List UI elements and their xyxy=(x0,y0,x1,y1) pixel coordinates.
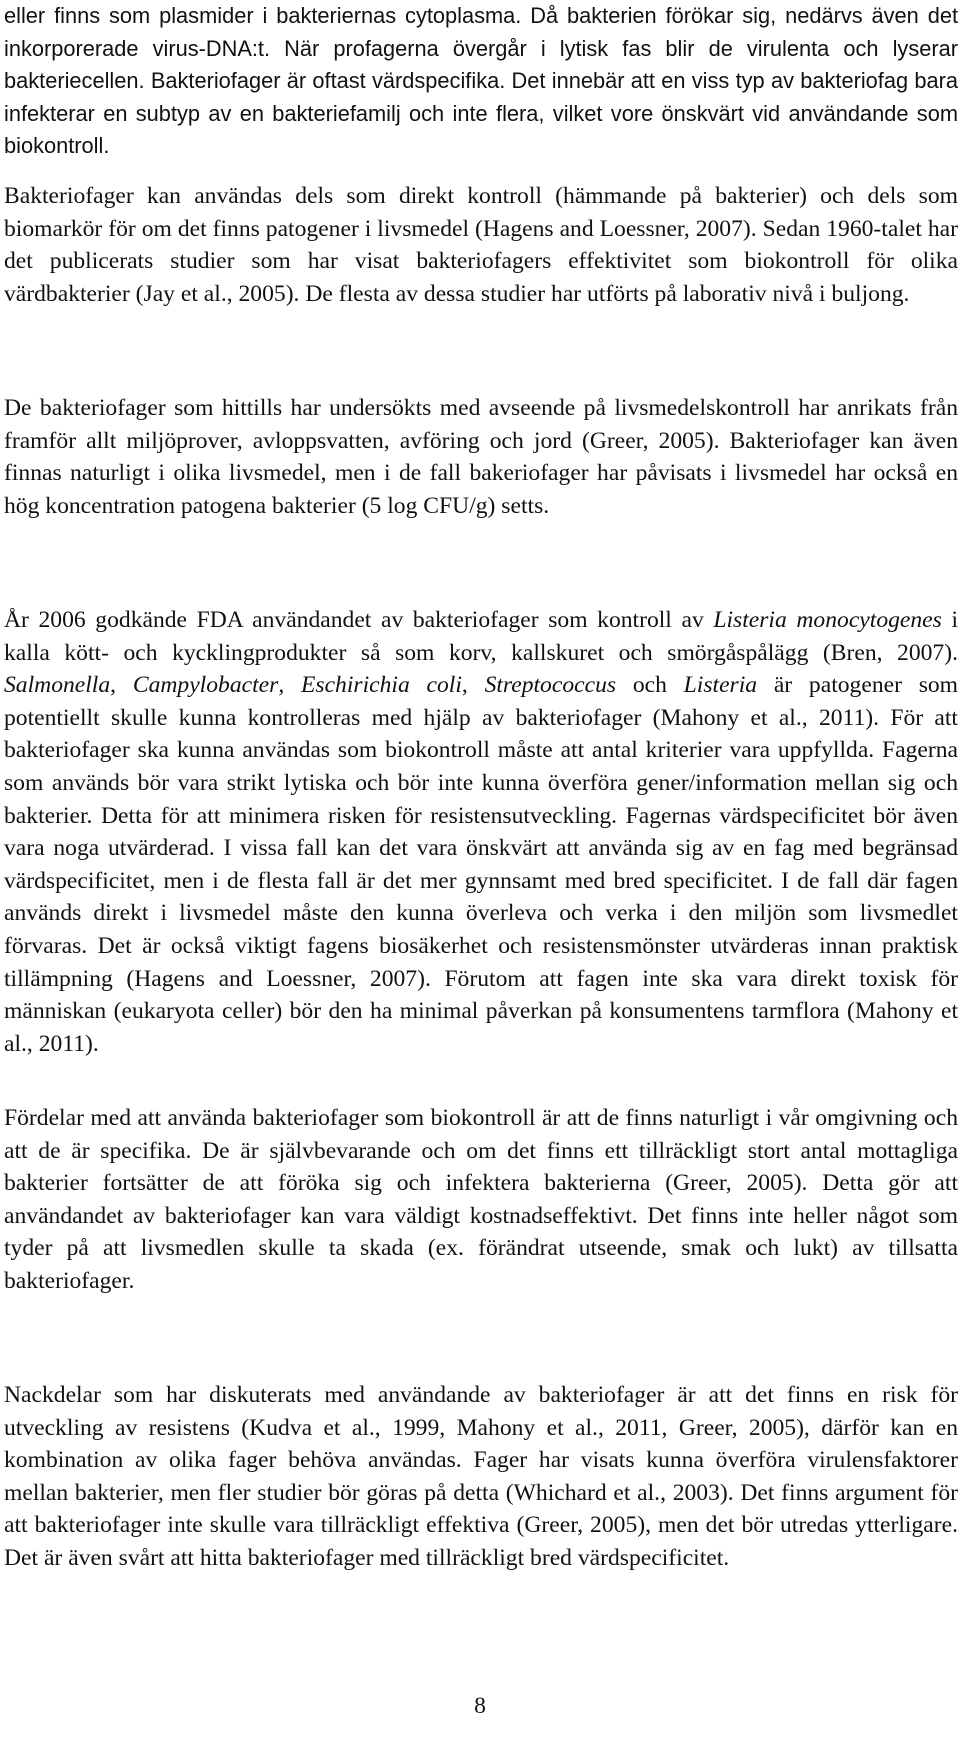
text-segment: År 2006 godkände FDA användandet av bakteriofager som kontroll av xyxy=(4,607,714,633)
species-name: Salmonella xyxy=(4,672,111,699)
paragraph-phage-sources: De bakteriofager som hittills har undersökts med avseende på livsmedelskontroll har anrikats från framför allt miljöprover, avloppsvatten, avföring och jord (Greer, 2005). Bakteriofager kan även finnas naturligt i olika livsmedel, men i de fall bakeriofager har påvisats i livsmedel har också en hög koncentration patogena bakterier (5 log CFU/g) setts. xyxy=(4,395,958,519)
species-name: Streptococcus xyxy=(484,672,617,699)
paragraph-disadvantages: Nackdelar som har diskuterats med användande av bakteriofager är att det finns en risk för utveckling av resistens (Kudva et al., 1999, Mahony et al., 2011, Greer, 2005), därför kan en kombination av olika fager behöva användas. Fager har visats kunna överföra virulensfaktorer mellan bakterier, men fler studier bör göras på detta (Whichard et al., 2003). Det finns argument för att bakteriofager inte skulle vara tillräckligt effektiva (Greer, 2005), men det bör utredas ytterligare. Det är även svårt att hitta bakteriofager med tillräckligt bred värdspecificitet. xyxy=(4,1382,958,1571)
text-segment: är patogener som potentiellt skulle kunna kontrolleras med hjälp av bakteriofager (Mahony et al., 2011). För att bakteriofager ska kunna användas som biokontroll måste att antal kriterier vara uppfyllda. Fagerna som används bör vara strikt lytiska och bör inte kunna överföra gener/information mellan sig och bakterier. Detta för att minimera risken för resistensutveckling. Fagernas värdspecificitet bör även vara noga utvärderad. I vissa fall kan det vara önskvärt att använda sig av en fag med begränsad värdspecificitet, men i de flesta fall är det mer gynnsamt med bred specificitet. I de fall där fagen används direkt i livsmedel måste den kunna överleva och verka i den miljön som livsmedlet förvaras. Det är också viktigt fagens biosäkerhet och resistensmönster utvärderas innan praktisk tillämpning (Hagens and Loessner, 2007). Förutom att fagen inte ska vara direkt toxisk för människan (eukaryota celler) bör den ha minimal påverkan på konsumentens tarmflora (Mahony et al., 2011). xyxy=(4,672,959,1057)
species-name: Eschirichia coli xyxy=(300,672,462,699)
species-name: Listeria xyxy=(683,672,758,699)
species-name: Campylobacter xyxy=(132,672,279,699)
paragraph-advantages: Fördelar med att använda bakteriofager som biokontroll är att de finns naturligt i vår omgivning och att de är specifika. De är självbevarande och om det finns ett tillräckligt stort antal mottagliga bakterier fortsätter de att föröka sig och infektera bakterierna (Greer, 2005). Detta gör att användandet av bakteriofager kan vara väldigt kostnadseffektivt. Det finns inte heller något som tyder på att livsmedlen skulle ta skada (ex. förändrat utseende, smak och lukt) av tillsatta bakteriofager. xyxy=(4,1105,958,1294)
page-number: 8 xyxy=(474,1693,486,1719)
species-name: Listeria monocytogenes xyxy=(713,607,942,633)
text-segment: och xyxy=(616,672,684,699)
text-segment: , xyxy=(110,672,133,699)
text-segment: , xyxy=(278,672,301,699)
text-segment: , xyxy=(461,672,485,699)
text-segment: i kalla kött- och kycklingprodukter så som korv, kallskuret och smörgåspålägg (Bren, 2007). xyxy=(4,607,959,666)
paragraph-fda-approval xyxy=(4,604,958,1060)
paragraph-phage-lifecycle: eller finns som plasmider i bakteriernas cytoplasma. Då bakterien förökar sig, nedärvs även det inkorporerade virus-DNA:t. När profagerna övergår i lytisk fas blir de virulenta och lyserar bakteriecellen. Bakteriofager är oftast värdspecifika. Det innebär att en viss typ av bakteriofag bara infekterar en subtyp av en bakteriefamilj och inte flera, vilket vore önskvärt vid användande som biokontroll. xyxy=(4,3,958,159)
paragraph-phage-uses: Bakteriofager kan användas dels som direkt kontroll (hämmande på bakterier) och dels som biomarkör för om det finns patogener i livsmedel (Hagens and Loessner, 2007). Sedan 1960-talet har det publicerats studier som har visat bakteriofagers effektivitet som biokontroll för olika värdbakterier (Jay et al., 2005). De flesta av dessa studier har utförts på laborativ nivå i buljong. xyxy=(4,183,958,307)
